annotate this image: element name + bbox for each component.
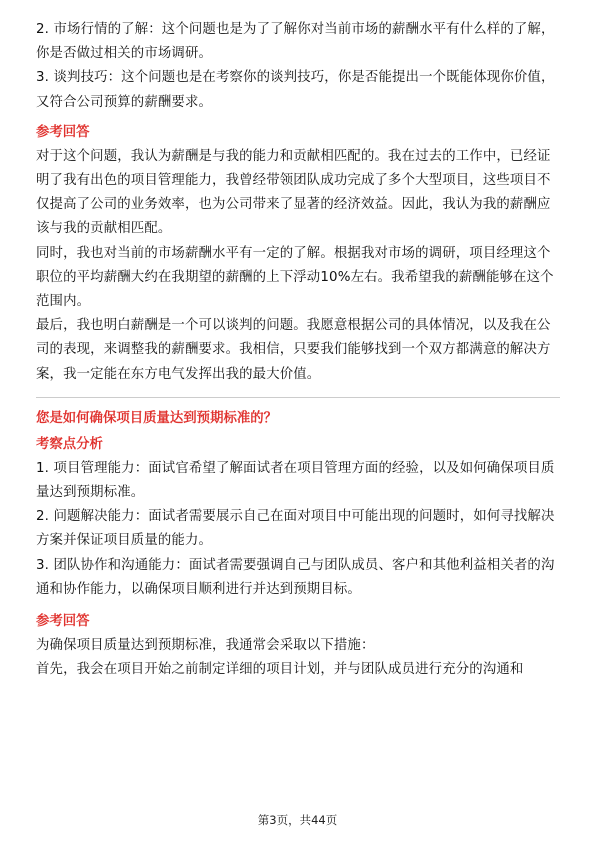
analysis-item: 2. 问题解决能力：面试者需要展示自己在面对项目中可能出现的问题时，如何寻找解决方案并保证项目质量的能力。 xyxy=(36,509,555,549)
section-divider xyxy=(36,397,560,398)
analysis-item: 1. 项目管理能力：面试官希望了解面试者在项目管理方面的经验，以及如何确保项目质量达到预期标准。 xyxy=(36,460,555,501)
page-content xyxy=(36,18,560,682)
answer-paragraph: 对于这个问题，我认为薪酬是与我的能力和贡献相匹配的。我在过去的工作中，已经证明了我有出色的项目管理能力，我曾经带领团队成功完成了多个大型项目，这些项目不仅提高了公司的业务效率，也为公司带来了显著的经济效益。因此，我认为我的薪酬应该与我的贡献相匹配。 xyxy=(36,148,551,237)
page-number-footer: 第3页，共44页 xyxy=(257,813,338,827)
answer-paragraph: 首先，我会在项目开始之前制定详细的项目计划，并与团队成员进行充分的沟通和 xyxy=(36,662,524,678)
list-item-market-knowledge: 2. 市场行情的了解：这个问题也是为了了解你对当前市场的薪酬水平有什么样的了解，你是否做过相关的市场调研。 xyxy=(36,22,555,62)
reference-answer-heading: 参考回答 xyxy=(36,124,90,140)
answer-paragraph: 同时，我也对当前的市场薪酬水平有一定的了解。根据我对市场的调研，项目经理这个职位的平均薪酬大约在我期望的薪酬的上下浮动10%左右。我希望我的薪酬能够在这个范围内。 xyxy=(36,245,554,310)
answer-paragraph: 最后，我也明白薪酬是一个可以谈判的问题。我愿意根据公司的具体情况，以及我在公司的表现，来调整我的薪酬要求。我相信，只要我们能够找到一个双方都满意的解决方案，我一定能在东方电气发挥出我的最大价值。 xyxy=(36,318,551,382)
list-item-negotiation-skills: 3. 谈判技巧：这个问题也是在考察你的谈判技巧，你是否能提出一个既能体现你价值，又符合公司预算的薪酬要求。 xyxy=(36,70,555,110)
analysis-heading: 考察点分析 xyxy=(36,436,103,452)
question-heading: 您是如何确保项目质量达到预期标准的？ xyxy=(36,410,278,426)
analysis-item: 3. 团队协作和沟通能力：面试者需要强调自己与团队成员、客户和其他利益相关者的沟通和协作能力，以确保项目顺利进行并达到预期目标。 xyxy=(36,557,555,597)
answer-paragraph: 为确保项目质量达到预期标准，我通常会采取以下措施： xyxy=(36,638,375,654)
reference-answer-heading: 参考回答 xyxy=(36,614,90,630)
